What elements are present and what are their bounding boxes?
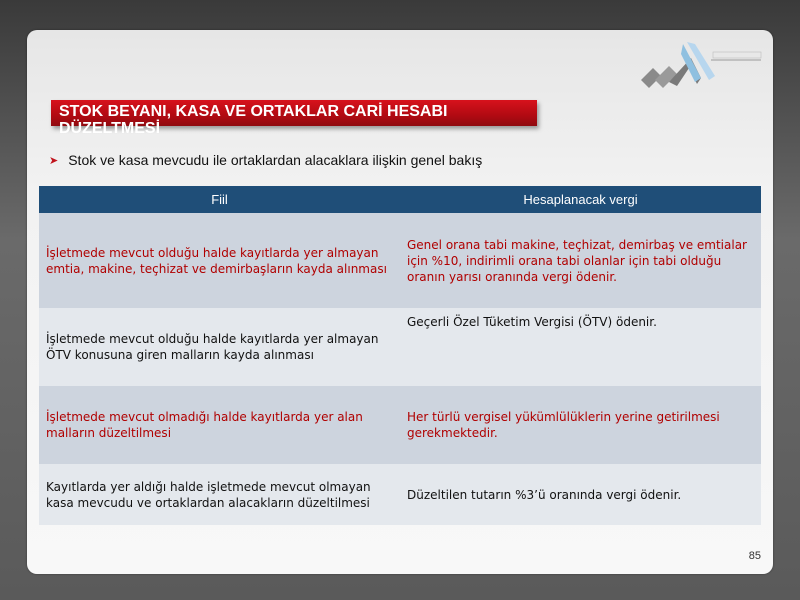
page-number: 85 (748, 550, 761, 562)
table-row (39, 464, 761, 525)
table-row (39, 386, 761, 464)
bullet-text: Stok ve kasa mevcudu ile ortaklardan alacaklara ilişkin genel bakış (68, 152, 483, 168)
cell-fiil: Kayıtlarda yer aldığı halde işletmede mevcut olmayan kasa mevcudu ve ortaklardan alacakların düzeltilmesi (39, 464, 400, 525)
table-row (39, 308, 761, 386)
cell-fiil: İşletmede mevcut olmadığı halde kayıtlarda yer alan malların düzeltilmesi (39, 386, 400, 464)
column-header-vergi: Hesaplanacak vergi (400, 186, 761, 213)
cell-vergi: Genel orana tabi makine, teçhizat, demirbaş ve emtialar için %10, indirimli orana tabi olanlar için tabi olduğu oranın yarısı oranında vergi ödenir. (400, 213, 761, 308)
company-logo-icon (639, 38, 769, 88)
table-header-row (39, 186, 761, 213)
cell-vergi: Her türlü vergisel yükümlülüklerin yerine getirilmesi gerekmektedir. (400, 386, 761, 464)
cell-fiil: İşletmede mevcut olduğu halde kayıtlarda yer almayan ÖTV konusuna giren malların kayda alınması (39, 308, 400, 386)
column-header-fiil: Fiil (39, 186, 400, 213)
cell-fiil: İşletmede mevcut olduğu halde kayıtlarda yer almayan emtia, makine, teçhizat ve demirbaşların kayda alınması (39, 213, 400, 308)
tax-table (39, 186, 761, 525)
slide (27, 30, 773, 574)
cell-vergi: Geçerli Özel Tüketim Vergisi (ÖTV) ödenir. (400, 308, 761, 386)
table-row (39, 213, 761, 308)
bullet-item (49, 152, 482, 168)
cell-vergi: Düzeltilen tutarın %3’ü oranında vergi ödenir. (400, 464, 761, 525)
slide-title: STOK BEYANI, KASA VE ORTAKLAR CARİ HESABI DÜZELTMESİ (51, 100, 537, 126)
arrow-bullet-icon: ➤ (49, 154, 59, 167)
